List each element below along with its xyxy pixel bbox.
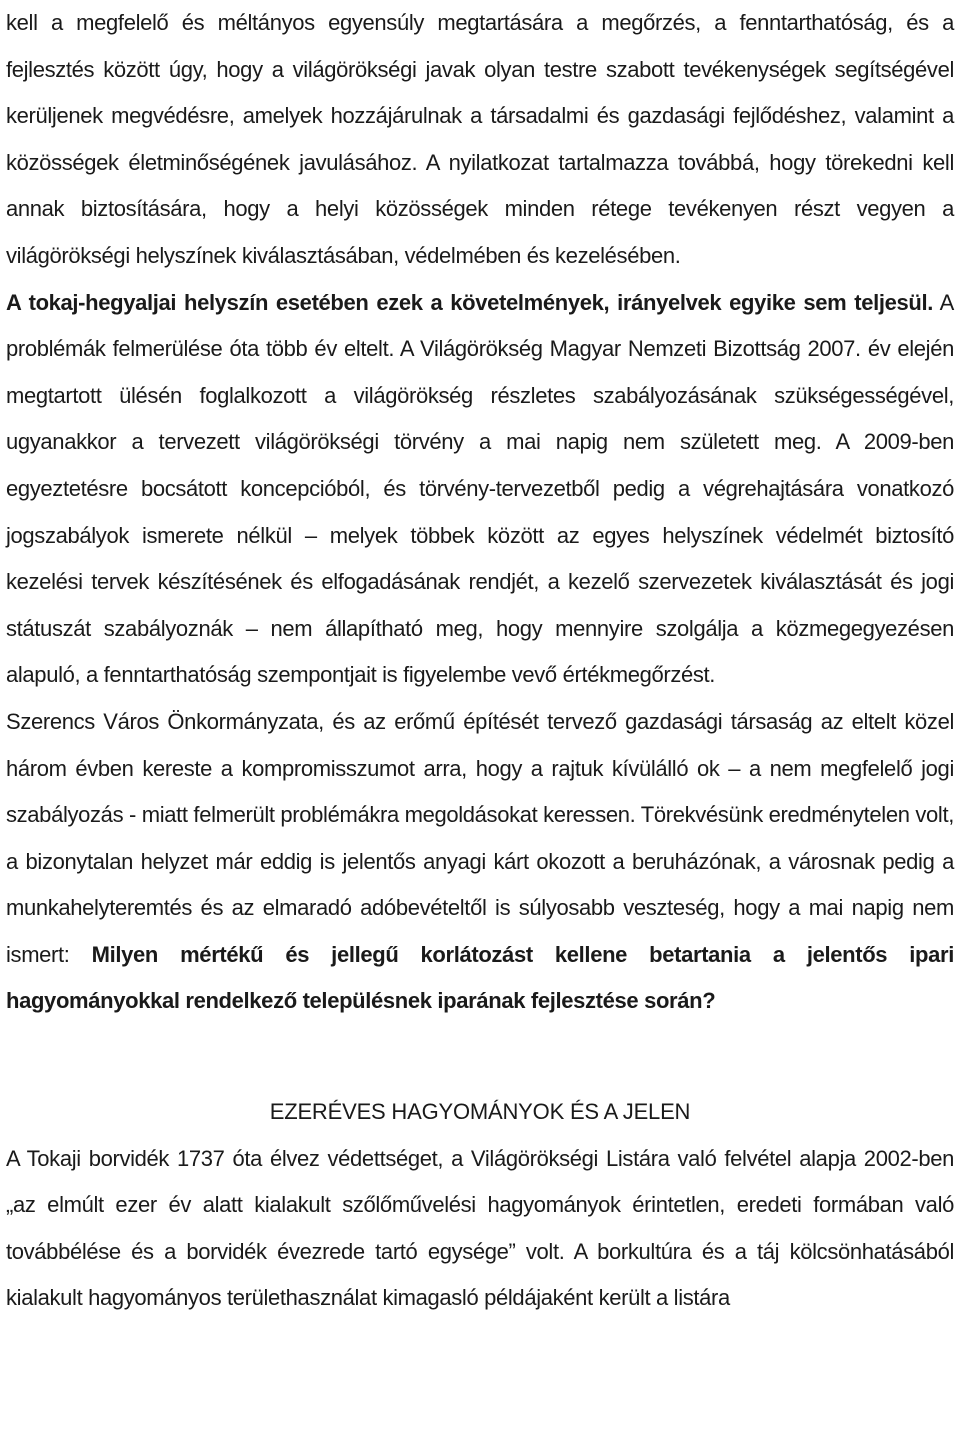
document-page [6, 0, 954, 1322]
paragraph-tokaj-status-emphasis: A tokaj-hegyaljai helyszín esetében ezek a követelmények, irányelvek egyike sem teljesül. [6, 289, 934, 315]
paragraph-szerencs-body: Szerencs Város Önkormányzata, és az erőmű építését tervező gazdasági társaság az eltelt közel három évben kereste a kompromisszumot arra, hogy a rajtuk kívülálló ok – a nem megfelelő jogi szabályozás - miatt felmerült problémákra megoldásokat keressen. Törekvésünk eredménytelen volt, a bizonytalan helyzet már eddig is jelentős anyagi kárt okozott a beruházónak, a városnak pedig a munkahelyteremtés és az elmaradó adóbevételtől is súlyosabb veszteség, hogy a mai napig nem ismert: [6, 708, 954, 967]
paragraph-world-heritage-declaration: kell a megfelelő és méltányos egyensúly megtartására a megőrzés, a fenntarthatóság, és a fejlesztés között úgy, hogy a világörökségi javak olyan testre szabott tevékenységek segítségével kerüljenek megvédésre, amelyek hozzájárulnak a társadalmi és gazdasági fejlődéshez, valamint a közösségek életminőségének javulásához. A nyilatkozat tartalmazza továbbá, hogy törekedni kell annak biztosítására, hogy a helyi közösségek minden rétege tevékenyen részt vegyen a világörökségi helyszínek kiválasztásában, védelmében és kezelésében. [6, 10, 954, 268]
paragraph-tokaj-status-body: A problémák felmerülése óta több év eltelt. A Világörökség Magyar Nemzeti Bizottság 2007. év elején megtartott ülésén foglalkozott a világörökség részletes szabályozásának szükségességével, ugyanakkor a tervezett világörökségi törvény a mai napig nem született meg. A 2009-ben egyeztetésre bocsátott koncepcióból, és törvény-tervezetből pedig a végrehajtására vonatkozó jogszabályok ismerete nélkül – melyek többek között az egyes helyszínek védelmét biztosító kezelési tervek készítésének és elfogadásának rendjét, a kezelő szervezetek kiválasztását és jogi státuszát szabályoznák – nem állapítható meg, hogy mennyire szolgálja a közmegegyezésen alapuló, a fenntarthatóság szempontjait is figyelembe vevő értékmegőrzést. [6, 289, 954, 688]
paragraph-szerencs-question: Milyen mértékű és jellegű korlátozást kellene betartania a jelentős ipari hagyományokkal rendelkező településnek iparának fejlesztése során? [6, 941, 954, 1014]
paragraph-tokaj-status [6, 280, 954, 699]
paragraph-tokaj-wine-region: A Tokaji borvidék 1737 óta élvez védettséget, a Világörökségi Listára való felvétel alapja 2002-ben „az elmúlt ezer év alatt kialakult szőlőművelési hagyományok érintetlen, eredeti formában való továbbélése és a borvidék évezrede tartó egysége” volt. A borkultúra és a táj kölcsönhatásából kialakult hagyományos területhasználat kimagasló példájaként került a listára [6, 1145, 954, 1311]
section-heading: EZERÉVES HAGYOMÁNYOK ÉS A JELEN [269, 1099, 691, 1125]
paragraph-szerencs [6, 699, 954, 1025]
